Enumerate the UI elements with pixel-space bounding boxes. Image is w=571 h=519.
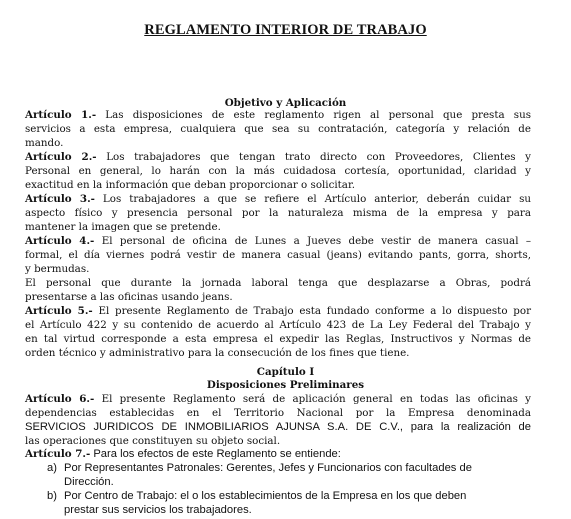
art4-label: Artículo 4.- — [25, 235, 95, 247]
art4-line-1: Artículo 4.- El personal de oficina de Lunes a Jueves debe vestir de manera casual – — [25, 235, 531, 247]
section-heading-disposiciones: Disposiciones Preliminares — [206, 379, 365, 391]
art5-line-4: orden técnico y administrativo para la consecución de los fines que tiene. — [25, 347, 410, 359]
list-marker-a: a) — [47, 462, 57, 474]
art6-line-4: las operaciones que constituyen su objeto social. — [25, 435, 281, 447]
list-marker-b: b) — [47, 490, 57, 502]
art4-line-4: El personal que durante la jornada laboral tenga que desplazarse a Obras, podrá — [25, 277, 531, 289]
art2-label: Artículo 2.- — [25, 151, 97, 163]
art2-line-3: exactitud en la información que deban proporcionar o solicitar. — [25, 179, 356, 191]
list-item-a-line-2: Dirección. — [64, 476, 114, 488]
art7-label: Artículo 7.- — [25, 448, 91, 460]
art6-line-2: dependencias establecidas en el Territorio Nacional por la Empresa denominada — [25, 407, 531, 419]
art4-line-5: presentarse a las oficinas usando jeans. — [25, 291, 233, 303]
art6-line-3: SERVICIOS JURIDICOS DE INMOBILIARIOS AJUNSA S.A. DE C.V., para la realización de — [25, 421, 531, 433]
art4-line-2: formal, el día viernes podrá vestir de manera casual (jeans) evitando pants, gorra, shorts, — [25, 249, 531, 261]
art3-line-1: Artículo 3.- Los trabajadores a que se refiere el Artículo anterior, deberán cuidar su — [25, 193, 531, 205]
list-item-b-line-2: prestar sus servicios los trabajadores. — [64, 504, 252, 516]
art6-line-1: Artículo 6.- El presente Reglamento será de aplicación general en todas las oficinas y — [25, 393, 531, 405]
art1-line-2: servicios a esta empresa, cualquiera que sea su contratación, categoría y relación de — [25, 123, 531, 135]
art5-label: Artículo 5.- — [25, 305, 93, 317]
art1-line-1: Artículo 1.- Las disposiciones de este reglamento rigen al personal que presta sus — [25, 109, 531, 121]
art4-line-3: y bermudas. — [25, 263, 90, 275]
section-heading-objetivo: Objetivo y Aplicación — [224, 97, 347, 109]
art1-line-3: mando. — [25, 137, 64, 149]
art1-label: Artículo 1.- — [25, 109, 97, 121]
art3-line-3: mantener la imagen que se pretende. — [25, 221, 221, 233]
list-item-b-line-1: Por Centro de Trabajo: el o los establecimientos de la Empresa en los que deben — [64, 490, 467, 502]
art5-line-2: el Artículo 422 y su contenido de acuerdo al Artículo 423 de La Ley Federal del Trabajo y — [25, 319, 531, 331]
art3-line-2: aspecto físico y presencia personal por la naturaleza misma de la empresa y para — [25, 207, 531, 219]
art2-line-2: Personal en general, lo harán con la más cuidadosa cortesía, oportunidad, claridad y — [25, 165, 531, 177]
art7-line-1: Artículo 7.- Para los efectos de este Reglamento se entiende: — [25, 448, 341, 460]
art5-line-1: Artículo 5.- El presente Reglamento de Trabajo esta fundado conforme a lo dispuesto por — [25, 305, 531, 317]
list-item-a-line-1: Por Representantes Patronales: Gerentes, Jefes y Funcionarios con facultades de — [64, 462, 472, 474]
art6-label: Artículo 6.- — [25, 393, 95, 405]
chapter-heading: Capítulo I — [256, 366, 315, 378]
art2-line-1: Artículo 2.- Los trabajadores que tengan trato directo con Proveedores, Clientes y — [25, 151, 531, 163]
document-title: REGLAMENTO INTERIOR DE TRABAJO — [144, 22, 427, 38]
art3-label: Artículo 3.- — [25, 193, 95, 205]
art5-line-3: en tal virtud corresponde a esta empresa el expedir las Reglas, Instructivos y Normas de — [25, 333, 531, 345]
